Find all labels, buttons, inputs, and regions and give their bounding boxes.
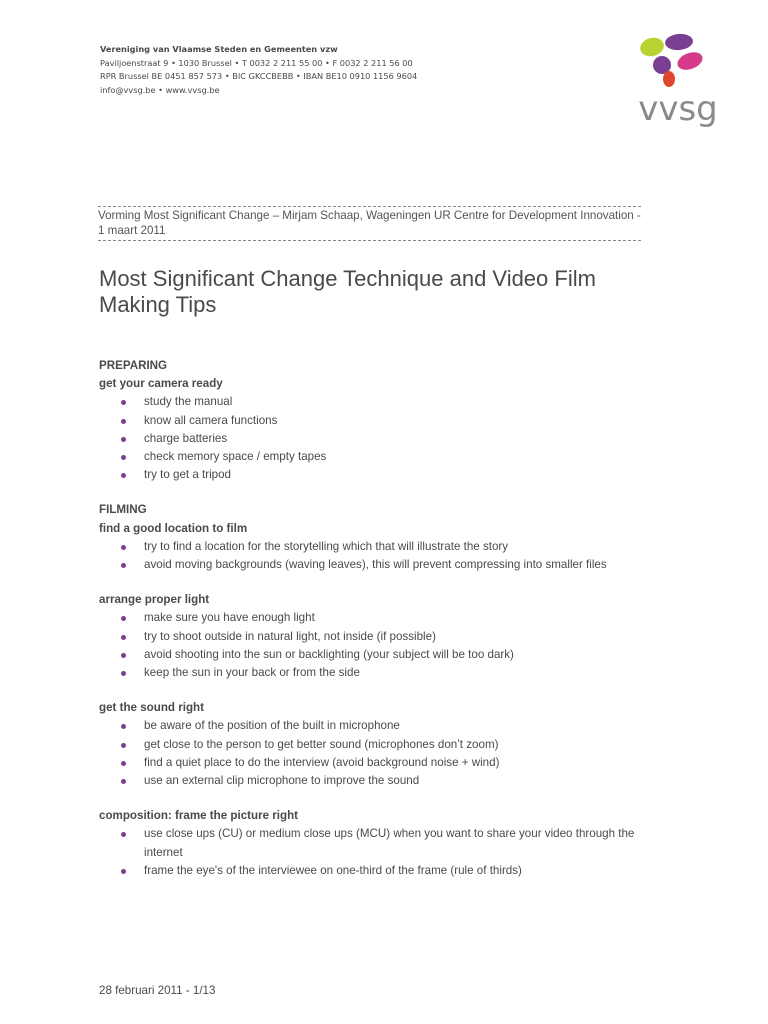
bullet-icon [121,563,126,568]
bullet-icon [121,832,126,837]
page-footer: 28 februari 2011 - 1/13 [99,984,216,997]
course-banner [98,206,641,241]
bullet-icon [121,761,126,766]
bullet-icon [121,779,126,784]
bullet-icon [121,869,126,874]
list-camera [99,393,659,484]
bullet-icon [121,400,126,405]
org-registry: RPR Brussel BE 0451 857 573 • BIC GKCCBEBB • IBAN BE10 0910 1156 9604 [100,71,418,82]
list-location [99,538,659,574]
list-item: make sure you have enough light [99,609,659,627]
vvsg-logo [626,30,730,128]
subhead-sound: get the sound right [99,701,204,715]
list-composition [99,825,659,880]
list-item: study the manual [99,393,659,411]
bullet-icon [121,419,126,424]
bullet-icon [121,724,126,729]
list-item: check memory space / empty tapes [99,448,659,466]
list-light [99,609,659,682]
list-item: avoid shooting into the sun or backlighting (your subject will be too dark) [99,646,659,664]
list-item: use an external clip microphone to improve the sound [99,772,659,790]
logo-wordmark: vvsg [638,89,718,128]
org-name: Vereniging van Vlaamse Steden en Gemeenten vzw [100,44,338,54]
document-body [99,357,659,880]
bullet-icon [121,743,126,748]
list-item: avoid moving backgrounds (waving leaves), this will prevent compressing into smaller files [99,556,659,574]
list-item: use close ups (CU) or medium close ups (MCU) when you want to share your video through the internet [99,825,659,861]
bullet-icon [121,653,126,658]
list-item: be aware of the position of the built in microphone [99,717,659,735]
bullet-icon [121,616,126,621]
course-subtitle: Vorming Most Significant Change – Mirjam Schaap, Wageningen UR Centre for Development Innovation - 1 maart 2011 [98,209,641,237]
divider-top [98,206,641,207]
list-sound [99,717,659,790]
bullet-icon [121,437,126,442]
subhead-composition: composition: frame the picture right [99,809,299,823]
bullet-icon [121,671,126,676]
bullet-icon [121,473,126,478]
letterhead [100,43,417,97]
divider-bottom [98,240,641,241]
document-title: Most Significant Change Technique and Video Film Making Tips [99,266,596,317]
section-filming: FILMING [99,503,147,517]
subhead-light: arrange proper light [99,593,210,607]
section-preparing: PREPARING [99,359,168,372]
list-item: find a quiet place to do the interview (avoid background noise + wind) [99,754,659,772]
org-contact: info@vvsg.be • www.vvsg.be [100,84,220,95]
list-item: know all camera functions [99,412,659,430]
list-item: try to find a location for the storytelling which that will illustrate the story [99,538,659,556]
list-item: frame the eye's of the interviewee on one-third of the frame (rule of thirds) [99,862,659,880]
bullet-icon [121,545,126,550]
bullet-icon [121,455,126,460]
list-item: keep the sun in your back or from the side [99,664,659,682]
subhead-location: find a good location to film [99,521,248,535]
subhead-camera: get your camera ready [99,377,223,391]
list-item: try to shoot outside in natural light, not inside (if possible) [99,628,659,646]
list-item: try to get a tripod [99,466,659,484]
list-item: get close to the person to get better sound (microphones don’t zoom) [99,736,659,754]
org-address: Paviljoenstraat 9 • 1030 Brussel • T 0032 2 211 55 00 • F 0032 2 211 56 00 [100,57,413,68]
bullet-icon [121,635,126,640]
list-item: charge batteries [99,430,659,448]
